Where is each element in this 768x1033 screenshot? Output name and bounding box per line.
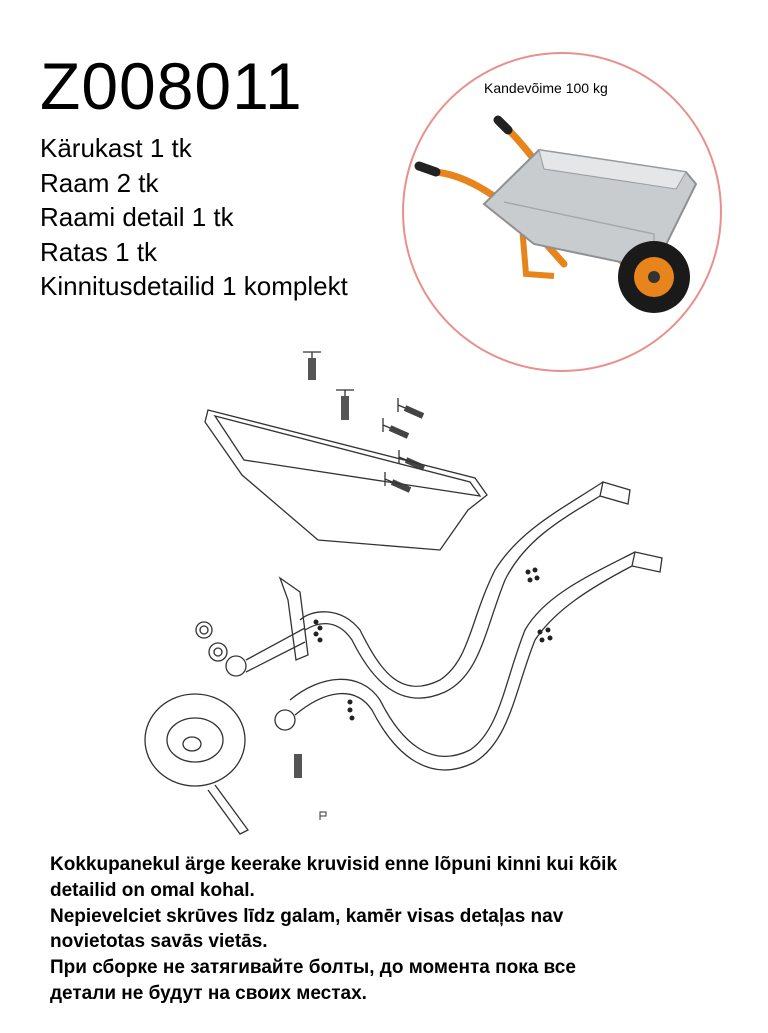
- parts-list-item: Raam 2 tk: [40, 167, 159, 198]
- bolt-icon: [385, 472, 410, 490]
- bolt-icon: [383, 418, 408, 436]
- wheelbarrow-photo-circle: [402, 52, 722, 372]
- note-line: При сборке не затягивайте болты, до момента пока все: [50, 957, 576, 979]
- note-line: детали не будут на своих местах.: [50, 982, 367, 1004]
- note-line: novietotas savās vietās.: [50, 931, 268, 953]
- parts-list: [40, 131, 348, 304]
- capacity-label: Kandevõime 100 kg: [484, 80, 608, 96]
- bolt-icon: [303, 352, 321, 380]
- bolt-icon: [336, 390, 354, 420]
- parts-list-item: Raami detail 1 tk: [40, 202, 234, 232]
- bolt-icon: [398, 398, 423, 416]
- product-code: Z008011: [40, 49, 303, 123]
- wheelbarrow-photo: [404, 54, 722, 372]
- assembly-notes: [50, 852, 750, 1007]
- parts-list-item: Kinnitusdetailid 1 komplekt: [40, 271, 348, 301]
- parts-list-item: Kärukast 1 tk: [40, 133, 192, 163]
- note-line: Kokkupanekul ärge keerake kruvisid enne lõpuni kinni kui kõik: [50, 854, 618, 875]
- parts-list-item: Ratas 1 tk: [40, 236, 158, 267]
- note-line: Nepievelciet skrūves līdz galam, kamēr visas detaļas nav: [50, 905, 564, 927]
- exploded-assembly-diagram: [0, 330, 768, 840]
- note-line: detailid on omal kohal.: [50, 879, 255, 901]
